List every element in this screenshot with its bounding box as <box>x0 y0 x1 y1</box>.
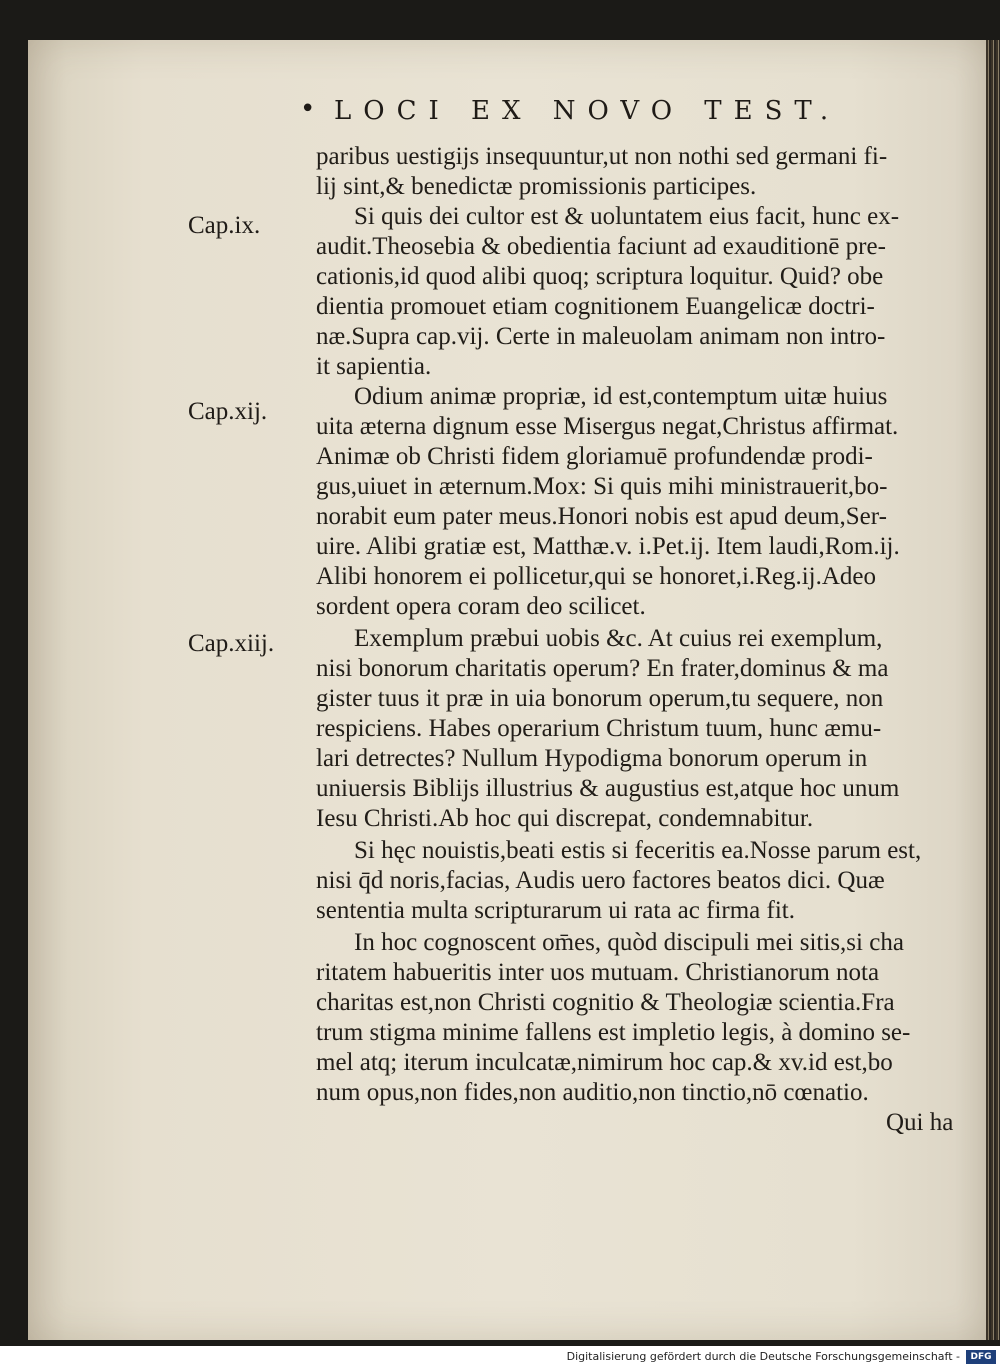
running-head-marker: • <box>300 94 316 124</box>
text-line: it sapientia. <box>316 353 432 380</box>
text-line: num opus,non fides,non auditio,non tinctio,nō cœnatio. <box>316 1079 869 1106</box>
text-line: uire. Alibi gratiæ est, Matthæ.v. i.Pet.ij. Item laudi,Rom.ij. <box>316 533 900 560</box>
text-line: lij sint,& benedictæ promissionis participes. <box>316 173 757 200</box>
text-line: audit.Theosebia & obedientia faciunt ad exauditionē pre- <box>316 233 886 260</box>
text-line: Si hęc nouistis,beati estis si feceritis ea.Nosse parum est, <box>354 837 922 864</box>
text-line: In hoc cognoscent om̄es, quòd discipuli mei sitis,si cha <box>354 929 904 956</box>
text-line: Si quis dei cultor est & uoluntatem eius facit, hunc ex- <box>354 203 900 230</box>
text-line: uniuersis Biblijs illustrius & augustius est,atque hoc unum <box>316 775 900 802</box>
catchword: Qui ha <box>886 1109 954 1136</box>
text-line: nisi bonorum charitatis operum? En frater,dominus & ma <box>316 655 889 682</box>
dfg-logo: DFG <box>966 1350 996 1364</box>
digitization-footer <box>0 1346 1000 1368</box>
text-line: Exemplum præbui uobis &c. At cuius rei exemplum, <box>354 625 883 652</box>
text-line: nisi q̄d noris,facias, Audis uero factores beatos dici. Quæ <box>316 867 885 894</box>
text-line: sordent opera coram deo scilicet. <box>316 593 646 620</box>
text-line: gister tuus it præ in uia bonorum operum,tu sequere, non <box>316 685 884 712</box>
text-line: Iesu Christi.Ab hoc qui discrepat, condemnabitur. <box>316 805 814 832</box>
text-line: uita æterna dignum esse Misergus negat,Christus affirmat. <box>316 413 899 440</box>
text-line: ritatem habueritis inter uos mutuam. Christianorum nota <box>316 959 880 986</box>
text-line: Animæ ob Christi fidem gloriamuē profundendæ prodi- <box>316 443 873 470</box>
footer-credit-text: Digitalisierung gefördert durch die Deutsche Forschungsgemeinschaft - <box>566 1350 960 1363</box>
text-line: Alibi honorem ei pollicetur,qui se honoret,i.Reg.ij.Adeo <box>316 563 876 590</box>
text-line: mel atq; iterum inculcatæ,nimirum hoc cap.& xv.id est,bo <box>316 1049 893 1076</box>
text-line: charitas est,non Christi cognitio & Theologiæ scientia.Fra <box>316 989 895 1016</box>
text-line: norabit eum pater meus.Honori nobis est apud deum,Ser- <box>316 503 887 530</box>
text-line: lari detrectes? Nullum Hypodigma bonorum operum in <box>316 745 868 772</box>
text-line: paribus uestigijs insequuntur,ut non nothi sed germani fi- <box>316 143 888 170</box>
running-head <box>300 96 900 136</box>
margin-note-cap-xiij: Cap.xiij. <box>188 630 275 657</box>
margin-note-cap-ix: Cap.ix. <box>188 212 261 239</box>
text-line: gus,uiuet in æternum.Mox: Si quis mihi ministrauerit,bo- <box>316 473 888 500</box>
text-line: cationis,id quod alibi quoq; scriptura loquitur. Quid? obe <box>316 263 884 290</box>
text-line: trum stigma minime fallens est impletio legis, à domino se- <box>316 1019 911 1046</box>
margin-note-cap-xij: Cap.xij. <box>188 398 268 425</box>
text-line: dientia promouet etiam cognitionem Euangelicæ doctri- <box>316 293 875 320</box>
page-edge <box>986 40 1000 1340</box>
text-line: Odium animæ propriæ, id est,contemptum uitæ huius <box>354 383 888 410</box>
text-line: sententia multa scripturarum ui rata ac firma fit. <box>316 897 795 924</box>
running-head-title: LOCI EX NOVO TEST. <box>334 96 841 126</box>
text-line: respiciens. Habes operarium Christum tuum, hunc æmu- <box>316 715 882 742</box>
text-line: næ.Supra cap.vij. Certe in maleuolam animam non intro- <box>316 323 886 350</box>
